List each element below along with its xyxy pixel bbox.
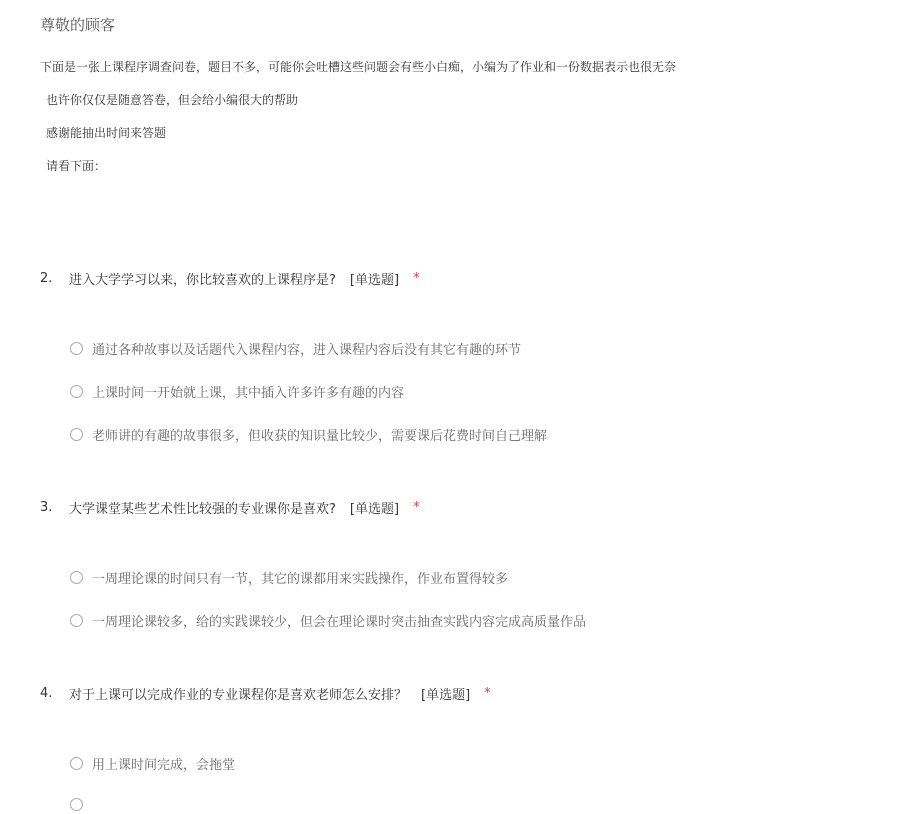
- question-text: 进入大学学习以来，你比较喜欢的上课程序是?: [69, 272, 336, 288]
- greeting-heading: 尊敬的顾客: [40, 16, 116, 34]
- intro-text-line: 下面是一张上课程序调查问卷，题目不多，可能你会吐槽这些问题会有些小白痴，小编为了作业和一份数据表示也很无奈: [40, 60, 677, 74]
- radio-button[interactable]: [70, 571, 83, 584]
- option-4-1[interactable]: [70, 753, 235, 773]
- radio-button[interactable]: [70, 342, 83, 355]
- option-2-1[interactable]: [70, 338, 521, 358]
- question-number: 3.: [40, 499, 53, 515]
- question-type-tag: [单选题]: [349, 272, 400, 288]
- radio-button[interactable]: [70, 614, 83, 627]
- option-label: 一周理论课的时间只有一节，其它的课都用来实践操作，作业布置得较多: [92, 571, 509, 587]
- option-label: 老师讲的有趣的故事很多，但收获的知识量比较少，需要课后花费时间自己理解: [92, 428, 548, 444]
- question-number: 2.: [40, 270, 53, 286]
- intro-text-line: 请看下面：: [46, 159, 107, 173]
- intro-text-line: 感谢能抽出时间来答题: [46, 126, 167, 140]
- option-3-2[interactable]: [70, 610, 586, 630]
- option-2-2[interactable]: [70, 381, 404, 401]
- radio-button[interactable]: [70, 757, 83, 770]
- radio-button[interactable]: [70, 798, 83, 811]
- question-title: [40, 497, 420, 517]
- option-label: 通过各种故事以及话题代入课程内容，进入课程内容后没有其它有趣的环节: [92, 342, 522, 358]
- question-number: 4.: [40, 685, 53, 701]
- radio-button[interactable]: [70, 428, 83, 441]
- required-marker: *: [413, 499, 420, 515]
- radio-button[interactable]: [70, 385, 83, 398]
- question-type-tag: [单选题]: [349, 501, 400, 517]
- question-title: [40, 268, 420, 288]
- option-4-2[interactable]: [70, 794, 92, 814]
- required-marker: *: [484, 685, 491, 701]
- intro-text-line: 也许你仅仅是随意答卷，但会给小编很大的帮助: [46, 93, 299, 107]
- option-label: 上课时间一开始就上课，其中插入许多许多有趣的内容: [92, 385, 405, 401]
- option-3-1[interactable]: [70, 567, 508, 587]
- question-title: [40, 683, 491, 703]
- question-text: 大学课堂某些艺术性比较强的专业课你是喜欢?: [69, 501, 336, 517]
- required-marker: *: [413, 270, 420, 286]
- question-type-tag: [单选题]: [421, 687, 471, 703]
- option-2-3[interactable]: [70, 424, 547, 444]
- question-text: 对于上课可以完成作业的专业课程你是喜欢老师怎么安排？: [69, 687, 408, 703]
- option-label: 用上课时间完成，会拖堂: [92, 757, 236, 773]
- option-label: 一周理论课较多，给的实践课较少，但会在理论课时突击抽查实践内容完成高质量作品: [92, 614, 587, 630]
